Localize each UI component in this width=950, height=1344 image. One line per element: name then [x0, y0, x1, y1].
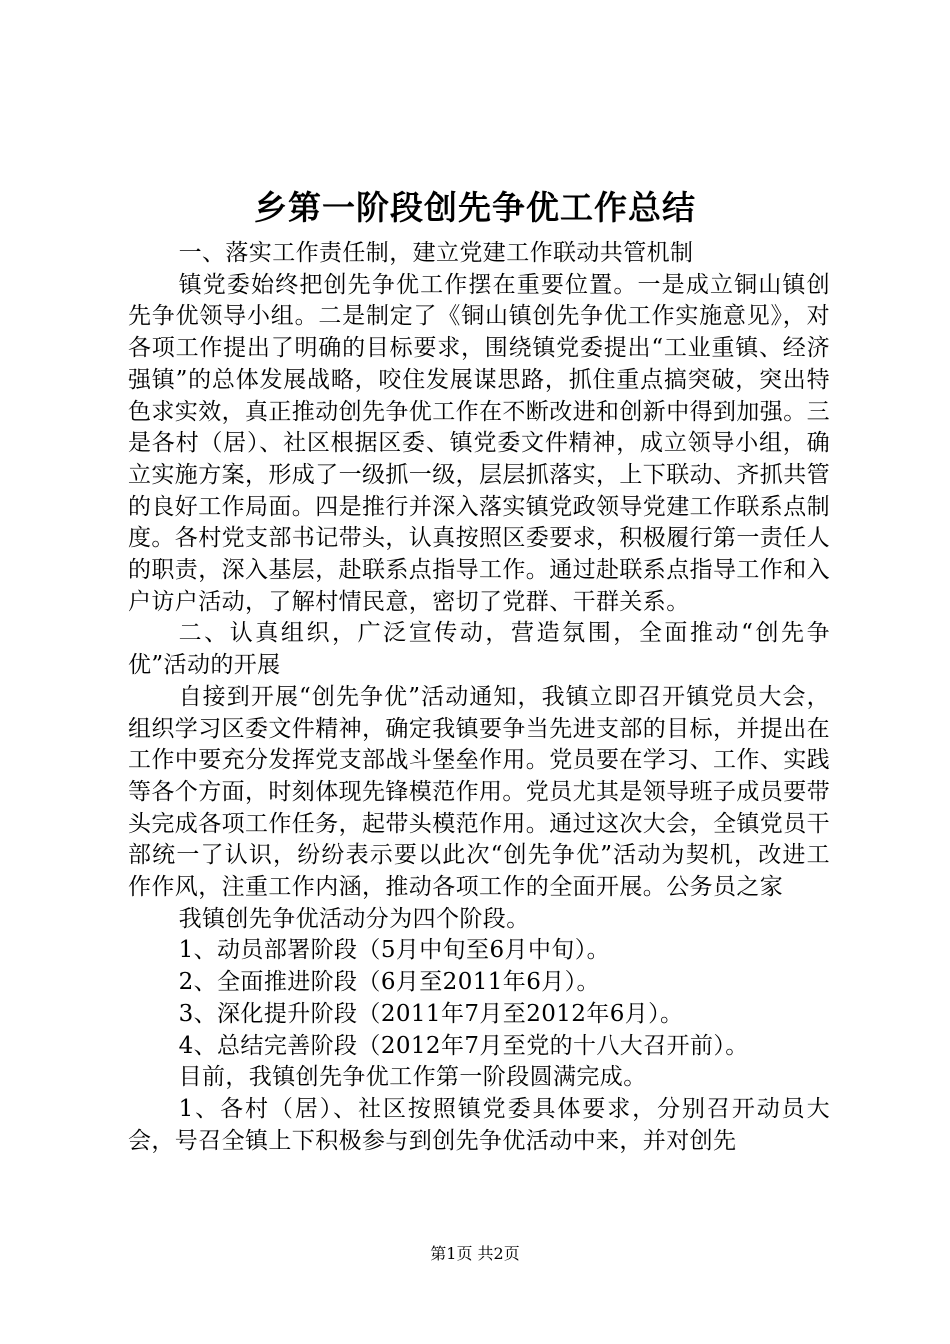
- list-item-stage-2: 2、全面推进阶段（6月至2011年6月）。: [178, 969, 600, 996]
- document-body: [128, 238, 830, 1157]
- list-item-stage-3: 3、深化提升阶段（2011年7月至2012年6月）。: [178, 1000, 684, 1027]
- page-footer: 第1页 共2页: [430, 1244, 520, 1263]
- section-heading-1: 一、落实工作责任制，建立党建工作联动共管机制: [178, 240, 694, 266]
- section-heading-2: 二、认真组织，广泛宣传动，营造氛围，全面推动“创先争优”活动的开展: [128, 620, 830, 679]
- document-title: 乡第一阶段创先争优工作总结: [254, 188, 696, 227]
- paragraph-2: 自接到开展“创先争优”活动通知，我镇立即召开镇党员大会，组织学习区委文件精神，确定我镇要争当先进支部的目标，并提出在工作中要充分发挥党支部战斗堡垒作用。党员要在学习、工作、实践等各个方面，时刻体现先锋模范作用。党员尤其是领导班子成员要带头完成各项工作任务，起带头模范作用。通过这次大会，全镇党员干部统一了认识，纷纷表示要以此次“创先争优”活动为契机，改进工作作风，注重工作内涵，推动各项工作的全面开展。公务员之家: [128, 683, 830, 901]
- paragraph-3: 我镇创先争优活动分为四个阶段。: [178, 905, 530, 932]
- list-item-stage-4: 4、总结完善阶段（2012年7月至党的十八大召开前）。: [178, 1032, 749, 1059]
- paragraph-5: 1、各村（居）、社区按照镇党委具体要求，分别召开动员大会，号召全镇上下积极参与到创先争优活动中来，并对创先: [128, 1095, 830, 1154]
- list-item-stage-1: 1、动员部署阶段（5月中旬至6月中旬）。: [178, 937, 610, 964]
- paragraph-1: 镇党委始终把创先争优工作摆在重要位置。一是成立铜山镇创先争优领导小组。二是制定了《铜山镇创先争优工作实施意见》，对各项工作提出了明确的目标要求，围绕镇党委提出“工业重镇、经济强镇”的总体发展战略，咬住发展谋思路，抓住重点搞突破，突出特色求实效，真正推动创先争优工作在不断改进和创新中得到加强。三是各村（居）、社区根据区委、镇党委文件精神，成立领导小组，确立实施方案，形成了一级抓一级，层层抓落实，上下联动、齐抓共管的良好工作局面。四是推行并深入落实镇党政领导党建工作联系点制度。各村党支部书记带头，认真按照区委要求，积极履行第一责任人的职责，深入基层，赴联系点指导工作。通过赴联系点指导工作和入户访户活动，了解村情民意，密切了党群、干群关系。: [128, 271, 830, 615]
- paragraph-4: 目前，我镇创先争优工作第一阶段圆满完成。: [178, 1064, 647, 1091]
